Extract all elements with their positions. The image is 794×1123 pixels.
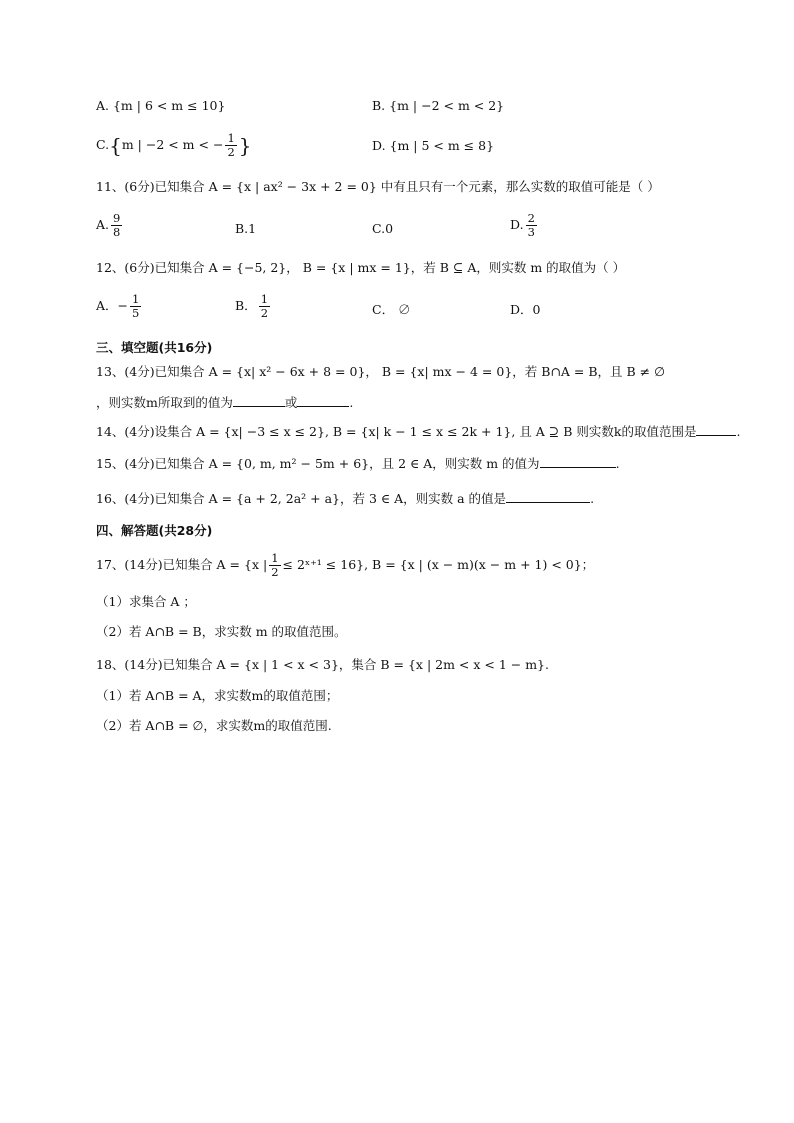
q13-line1: 13、(4分)已知集合 A = {x| x² − 6x + 8 = 0}， B = {x| mx − 4 = 0}，若 B∩A = B，且 B ≠ ∅ <box>96 364 666 379</box>
brace-close: } <box>238 133 252 158</box>
q10-option-a: A. {m | 6 < m ≤ 10} <box>96 98 226 113</box>
fraction-numerator: 1 <box>271 551 279 565</box>
q13-line2-text: ，则实数m所取到的值为 <box>96 395 233 410</box>
q16-line <box>96 489 594 509</box>
q18-text: 18、(14分)已知集合 A = {x | 1 < x < 3}，集合 B = {x | 2m < x < 1 − m}. <box>96 657 549 672</box>
q12-option-a-prefix: A．− <box>96 298 129 313</box>
q17-text-pre: 17、(14分)已知集合 A = {x | <box>96 557 268 572</box>
brace-open: { <box>109 133 122 158</box>
fraction-numerator: 1 <box>132 292 140 306</box>
fraction-denominator: 2 <box>260 306 269 320</box>
fraction-numerator: 1 <box>260 292 269 306</box>
fraction-denominator: 8 <box>113 225 121 239</box>
q11-text: 11、(6分)已知集合 A = {x | ax² − 3x + 2 = 0} 中有且只有一个元素，那么实数的取值可能是（ ） <box>96 179 660 194</box>
q13-answer-blank-2[interactable] <box>297 393 349 407</box>
q14-text: 14、(4分)设集合 A = {x| −3 ≤ x ≤ 2}, B = {x| k − 1 ≤ x ≤ 2k + 1}, 且 A ⊇ B 则实数k的取值范围是 <box>96 424 697 439</box>
fraction-numerator: 9 <box>113 211 121 225</box>
q14-answer-blank[interactable] <box>696 422 736 436</box>
q16-answer-blank[interactable] <box>506 489 590 503</box>
q10-option-c-fraction <box>225 132 236 159</box>
q17-sub1: （1）求集合 A ； <box>96 594 196 609</box>
q13-answer-blank-1[interactable] <box>233 393 285 407</box>
q18-sub1: （1）若 A∩B = A，求实数m的取值范围； <box>96 688 339 703</box>
q15-end: . <box>615 456 620 471</box>
q10-option-c-left: m | −2 < m < − <box>121 137 224 152</box>
q11-option-d-fraction <box>526 212 537 239</box>
q14-end: . <box>736 424 741 439</box>
section-four-heading: 四、解答题(共28分) <box>96 523 213 538</box>
q16-end: . <box>590 491 595 506</box>
q13-end: . <box>349 395 354 410</box>
q10-option-d: D. {m | 5 < m ≤ 8} <box>372 138 495 153</box>
q11-option-d-prefix: D. <box>510 217 524 232</box>
q15-text: 15、(4分)已知集合 A = {0, m, m² − 5m + 6}，且 2 ∈ A，则实数 m 的值为 <box>96 456 540 471</box>
fraction-denominator: 2 <box>271 565 279 579</box>
q14-line <box>96 422 740 442</box>
q11-option-a-prefix: A. <box>96 217 110 232</box>
q11-option-a-fraction <box>111 212 122 239</box>
section-three-heading: 三、填空题(共16分) <box>96 340 213 355</box>
q12-option-c: C． ∅ <box>372 302 411 317</box>
q12-option-b-fraction <box>259 293 270 320</box>
q15-line <box>96 454 620 474</box>
q13-line2 <box>96 393 353 413</box>
q16-text: 16、(4分)已知集合 A = {a + 2, 2a² + a}，若 3 ∈ A，则实数 a 的值是 <box>96 491 507 506</box>
q10-option-b: B. {m | −2 < m < 2} <box>372 98 505 113</box>
q10-option-c-prefix: C. <box>96 137 110 152</box>
q10-option-c <box>96 132 252 159</box>
q12-option-b-prefix: B． <box>235 298 257 313</box>
q11-option-c: C.0 <box>372 221 394 236</box>
q11-option-a <box>96 212 124 239</box>
q18-sub2: （2）若 A∩B = ∅，求实数m的取值范围. <box>96 718 332 733</box>
q17-fraction <box>269 552 280 579</box>
q12-option-a <box>96 293 143 320</box>
q12-option-d: D．0 <box>510 302 541 317</box>
q17-line <box>96 552 594 579</box>
fraction-denominator: 2 <box>227 145 235 159</box>
q15-answer-blank[interactable] <box>540 454 616 468</box>
q12-option-a-fraction <box>130 293 141 320</box>
q17-sub2: （2）若 A∩B = B，求实数 m 的取值范围。 <box>96 624 347 639</box>
fraction-numerator: 2 <box>527 211 535 225</box>
q11-option-d <box>510 212 539 239</box>
q12-option-b <box>235 293 272 320</box>
fraction-denominator: 3 <box>527 225 535 239</box>
fraction-numerator: 1 <box>227 131 235 145</box>
q17-text-post: ≤ 2ˣ⁺¹ ≤ 16}, B = {x | (x − m)(x − m + 1) < 0}； <box>282 557 595 572</box>
q13-or: 或 <box>284 395 298 410</box>
fraction-denominator: 5 <box>132 306 140 320</box>
q11-option-b: B.1 <box>235 221 257 236</box>
q12-text: 12、(6分)已知集合 A = {−5, 2}， B = {x | mx = 1}，若 B ⊆ A，则实数 m 的取值为（ ） <box>96 260 626 275</box>
